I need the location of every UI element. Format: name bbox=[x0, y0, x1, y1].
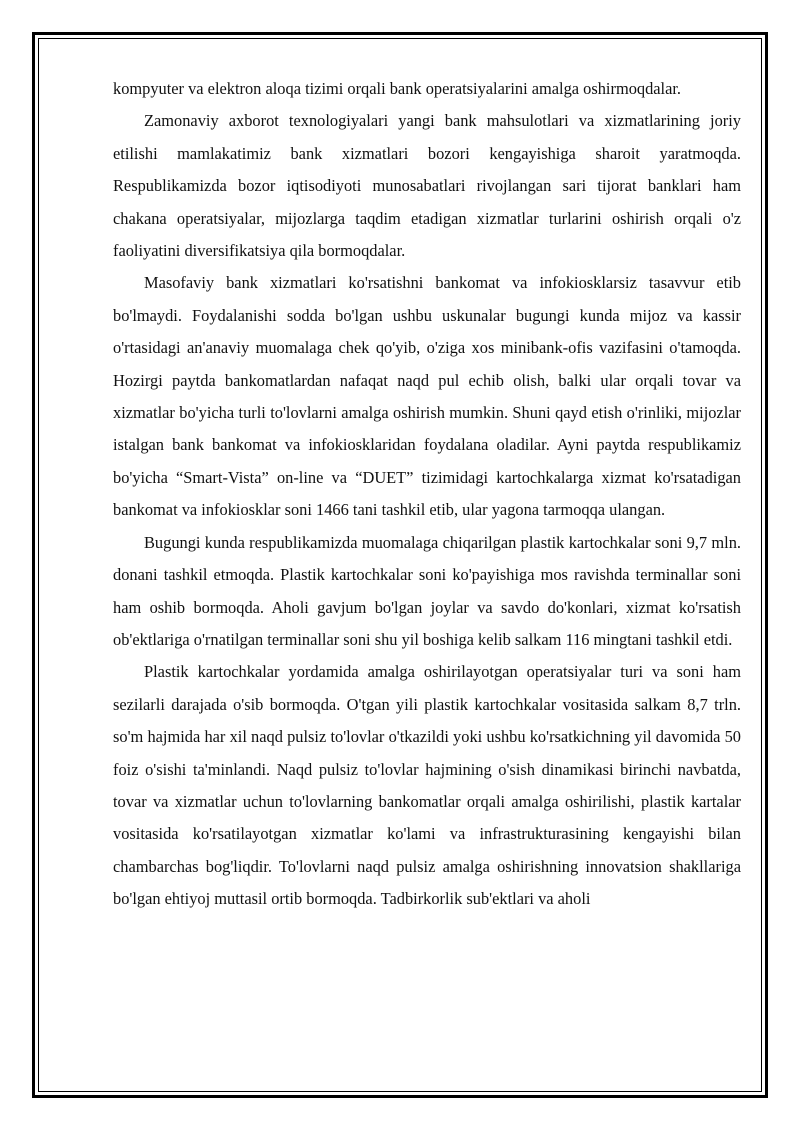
paragraph-2: Zamonaviy axborot texnologiyalari yangi bank mahsulotlari va xizmatlarining joriy etilishi mamlakatimiz bank xizmatlari bozori kengayishiga sharoit yaratmoqda. Respublikamizda bozor iqtisodiyoti munosabatlari rivojlangan sari tijorat banklari ham chakana operatsiyalar, mijozlarga taqdim etadigan xizmatlar turlarini oshirish orqali o'z faoliyatini diversifikatsiya qila bormoqdalar. bbox=[113, 111, 741, 261]
paragraph-1: kompyuter va elektron aloqa tizimi orqali bank operatsiyalarini amalga oshirmoqdalar. bbox=[113, 79, 682, 98]
paragraph-5: Plastik kartochkalar yordamida amalga oshirilayotgan operatsiyalar turi va soni ham sezilarli darajada o'sib bormoqda. O'tgan yili plastik kartochkalar vositasida salkam 8,7 trln. so'm hajmida har xil naqd pulsiz to'lovlar o'tkazildi yoki ushbu ko'rsatkichning yil davomida 50 foiz o'sishi ta'minlandi. Naqd pulsiz to'lovlar hajmining o'sish dinamikasi birinchi navbatda, tovar va xizmatlar uchun to'lovlarning bankomatlar orqali amalga oshirilishi, plastik kartalar vositasida ko'rsatilayotgan xizmatlar ko'lami va infrastrukturasining kengayishi bilan chambarchas bog'liqdir. To'lovlarni naqd pulsiz amalga oshirishning innovatsion shakllariga bo'lgan ehtiyoj muttasil ortib bormoqda. Tadbirkorlik sub'ektlari va aholi bbox=[113, 662, 741, 909]
paragraph-3: Masofaviy bank xizmatlari ko'rsatishni bankomat va infokiosklarsiz tasavvur etib bo'lmaydi. Foydalanishi sodda bo'lgan ushbu uskunalar bugungi kunda mijoz va kassir o'rtasidagi an'anaviy muomalaga chek qo'yib, o'ziga xos minibank-ofis vazifasini o'tamoqda. Hozirgi paytda bankomatlardan nafaqat naqd pul echib olish, balki ular orqali tovar va xizmatlar bo'yicha turli to'lovlarni amalga oshirish mumkin. Shuni qayd etish o'rinliki, mijozlar istalgan bank bankomat va infokiosklaridan foydalana oladilar. Ayni paytda respublikamiz bo'yicha “Smart-Vista” on-line va “DUET” tizimidagi kartochkalarga xizmat ko'rsatadigan bankomat va infokiosklar soni 1466 tani tashkil etib, ular yagona tarmoqqa ulangan. bbox=[113, 273, 741, 520]
document-body bbox=[113, 73, 741, 916]
paragraph-4: Bugungi kunda respublikamizda muomalaga chiqarilgan plastik kartochkalar soni 9,7 mln. donani tashkil etmoqda. Plastik kartochkalar soni ko'payishiga mos ravishda terminallar soni ham oshib bormoqda. Aholi gavjum bo'lgan joylar va savdo do'konlari, xizmat ko'rsatish ob'ektlariga o'rnatilgan terminallar soni shu yil boshiga kelib salkam 116 mingtani tashkil etdi. bbox=[113, 532, 741, 649]
